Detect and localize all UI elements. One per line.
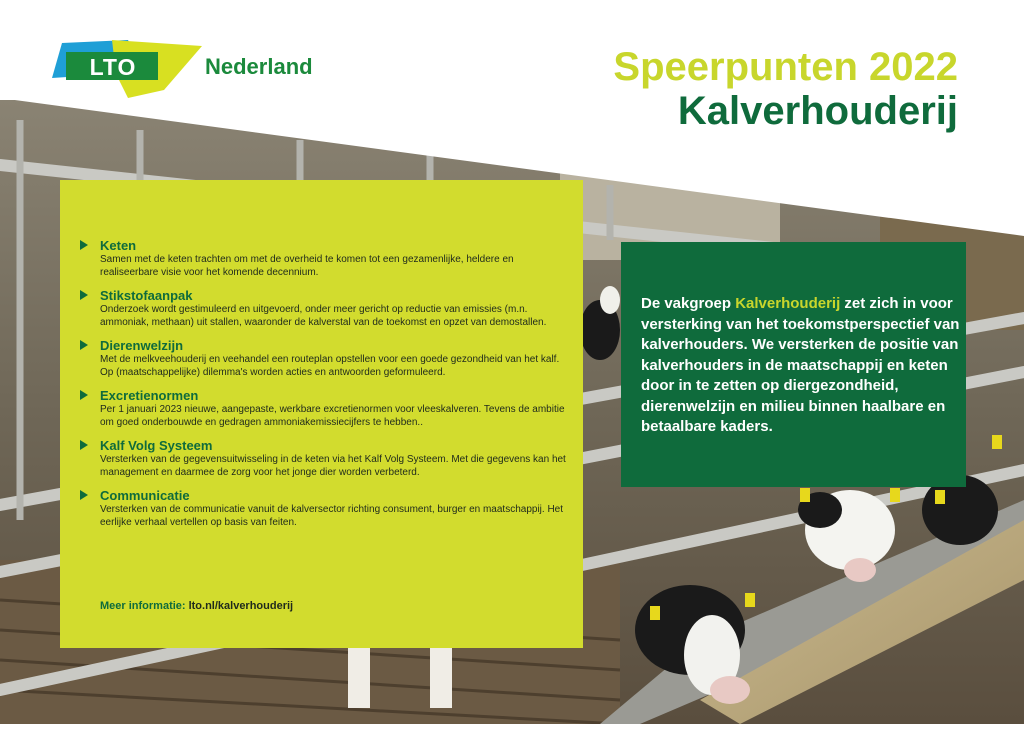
list-item-excretienormen: [80, 388, 570, 429]
item-heading: Keten: [100, 238, 137, 253]
item-text: Samen met de keten trachten om met de overheid te komen tot een gezamenlijke, heldere en realiseerbare visie voor het komende decennium.: [100, 254, 514, 278]
list-item-communicatie: [80, 488, 570, 529]
mission-statement-box: [621, 242, 966, 487]
item-heading: Dierenwelzijn: [100, 338, 184, 353]
item-heading: Excretienormen: [100, 388, 199, 403]
item-text: Per 1 januari 2023 nieuwe, aangepaste, werkbare excretienormen voor vleeskalveren. Tevens de ambitie om goed onderbouwde en gedragen ammoniakemissiecijfers te hebben..: [100, 404, 565, 428]
item-heading: Kalf Volg Systeem: [100, 438, 213, 453]
item-heading: Communicatie: [100, 488, 190, 503]
more-info-line: [100, 600, 293, 612]
lto-nederland-logo: [52, 38, 313, 100]
triangle-bullet-icon: [80, 390, 88, 400]
item-text: Versterken van de communicatie vanuit de kalversector richting consument, burger en maatschappij. Het eerlijke verhaal vertellen op basis van feiten.: [100, 504, 564, 528]
mission-statement-text: [641, 294, 961, 438]
item-text: Onderzoek wordt gestimuleerd en uitgevoerd, onder meer gericht op reductie van emissies (m.n. ammoniak, methaan) uit stallen, waaronder de kalverstal van de toekomst en opzet van demostallen.: [100, 304, 547, 328]
triangle-bullet-icon: [80, 240, 88, 250]
statement-intro: De vakgroep: [641, 295, 736, 312]
item-text: Met de melkveehouderij en veehandel een routeplan opstellen voor een goede gezondheid van het kalf. Op (maatschappelijke) dilemma's worden acties en antwoorden geformuleerd.: [100, 354, 560, 378]
list-item-kalf-volg-systeem: [80, 438, 570, 479]
triangle-bullet-icon: [80, 440, 88, 450]
list-item-stikstofaanpak: [80, 288, 570, 329]
triangle-bullet-icon: [80, 490, 88, 500]
list-item-dierenwelzijn: [80, 338, 570, 379]
triangle-bullet-icon: [80, 340, 88, 350]
triangle-bullet-icon: [80, 290, 88, 300]
item-text: Versterken van de gegevensuitwisseling in de keten via het Kalf Volg Systeem. Met die gegevens kan het management en daarmee de zorg voor het jonge dier worden verbeterd.: [100, 454, 566, 478]
priorities-list: [80, 238, 570, 538]
item-heading: Stikstofaanpak: [100, 288, 193, 303]
page-title-year: Speerpunten 2022: [613, 45, 958, 89]
statement-highlight: Kalverhouderij: [735, 295, 841, 312]
list-item-keten: [80, 238, 570, 279]
priorities-panel: [60, 180, 583, 648]
logo-lto-text: LTO: [89, 54, 137, 80]
more-info-label: Meer informatie:: [100, 600, 186, 612]
more-info-link[interactable]: lto.nl/kalverhouderij: [188, 600, 294, 612]
page-title-sector: Kalverhouderij: [677, 89, 958, 133]
logo-nederland-text: Nederland: [205, 54, 313, 79]
statement-rest: zet zich in voor versterking van het toekomstperspectief van kalverhouders. We versterken de positie van kalverhouders in de maatschappij en keten door in te zetten op diergezondheid, dierenwelzijn en milieu binnen haalbare en betaalbare kaders.: [641, 295, 960, 435]
